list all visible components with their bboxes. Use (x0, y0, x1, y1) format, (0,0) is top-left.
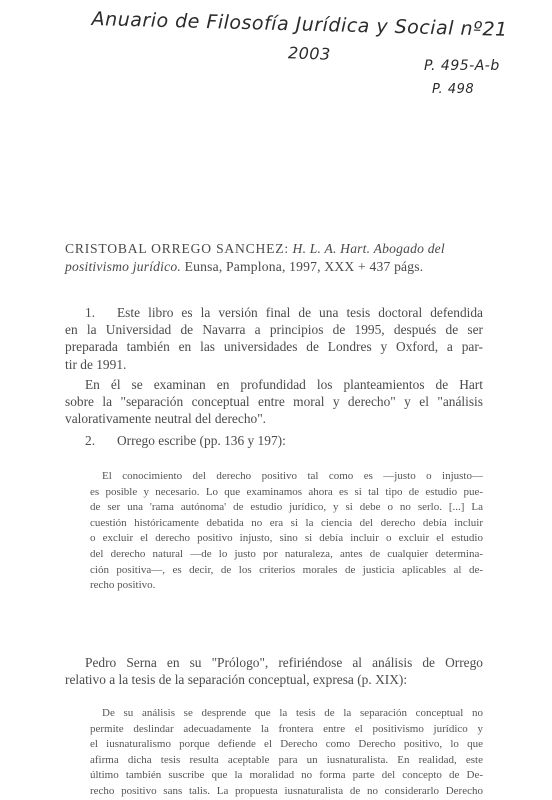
quote-line: es posible y necesario. Lo que examinamos ahora es si tal tipo de estudio pue- (90, 485, 483, 498)
handwritten-page-range: P. 495-A-b (424, 58, 500, 74)
text-line: tir de 1991. (65, 356, 127, 372)
quote-line: o excluir el derecho positivo injusto, sino si debía incluir o excluir el estudio (90, 532, 483, 545)
quote-line: ción positiva—, es decir, de los criterios morales de justicia aplicables al de- (90, 563, 483, 576)
section-number: 2. (85, 433, 96, 448)
review-author: CRISTOBAL ORREGO SANCHEZ: (65, 241, 289, 256)
handwritten-year: 2003 (287, 43, 332, 64)
section-2-intro (65, 432, 483, 449)
quote-line: recho positivo sans talis. La propuesta iusnaturalista de no considerarlo Derecho (90, 784, 483, 797)
text-line: preparada también en las universidades de Londres y Oxford, a par- (65, 339, 483, 355)
quote-line: último también suscribe que la moralidad no forma parte del concepto de De- (90, 769, 483, 782)
review-publication: Eunsa, Pamplona, 1997, XXX + 437 págs. (184, 259, 424, 274)
quote-line: afirma dicha tesis resulta aceptable para un iusnaturalista. En realidad, este (90, 753, 483, 766)
block-quote-1 (90, 469, 483, 594)
section-1-paragraph-2 (65, 376, 483, 428)
block-quote-2 (90, 706, 483, 800)
quote-line: El conocimiento del derecho positivo tal como es —justo o injusto— (102, 470, 483, 482)
text-span: Orrego escribe (pp. 136 y 197): (117, 433, 286, 448)
quote-line: cuestión históricamente debatida no era si la ciencia del derecho debía incluir (90, 516, 483, 529)
text-line: Pedro Serna en su "Prólogo", refiriéndose al análisis de Orrego (85, 655, 483, 670)
quote-line: De su análisis se desprende que la tesis de la separación conceptual no (102, 707, 483, 719)
text-line: relativo a la tesis de la separación conceptual, expresa (p. XIX): (65, 672, 408, 688)
quote-line: de ser una 'rama autónoma' de estudio jurídico, y si debe o no serlo. [...] La (90, 501, 483, 514)
text-line: En él se examinan en profundidad los planteamientos de Hart (85, 377, 483, 392)
text-line (65, 432, 483, 449)
text-line: en la Universidad de Navarra a principios de 1995, después de ser (65, 322, 483, 338)
section-1-paragraph-1 (65, 304, 483, 373)
handwritten-page-end: P. 498 (432, 82, 475, 97)
handwritten-journal-title: Anuario de Filosofía Jurídica y Social nº21 (91, 8, 508, 41)
quote-line: el iusnaturalismo porque defiende el Derecho como Derecho positivo, lo que (90, 738, 483, 751)
section-number: 1. (85, 305, 96, 320)
text-line: valorativamente neutral del derecho". (65, 411, 267, 427)
quote-line: del derecho natural —de lo justo por naturaleza, antes de cualquier determina- (90, 547, 483, 560)
quote-line: recho positivo. (90, 579, 156, 592)
review-book-title: H. L. A. Hart. Abogado del positivismo jurídico. (65, 241, 445, 274)
section-2-paragraph (65, 654, 483, 688)
quote-line: permite deslindar adecuadamente la frontera entre el positivismo jurídico y (90, 722, 483, 735)
text-line (65, 304, 483, 321)
text-span: Este libro es la versión final de una tesis doctoral defendida (117, 305, 483, 320)
review-heading (65, 240, 485, 276)
text-line: sobre la "separación conceptual entre moral y derecho" y el "análisis (65, 394, 483, 410)
